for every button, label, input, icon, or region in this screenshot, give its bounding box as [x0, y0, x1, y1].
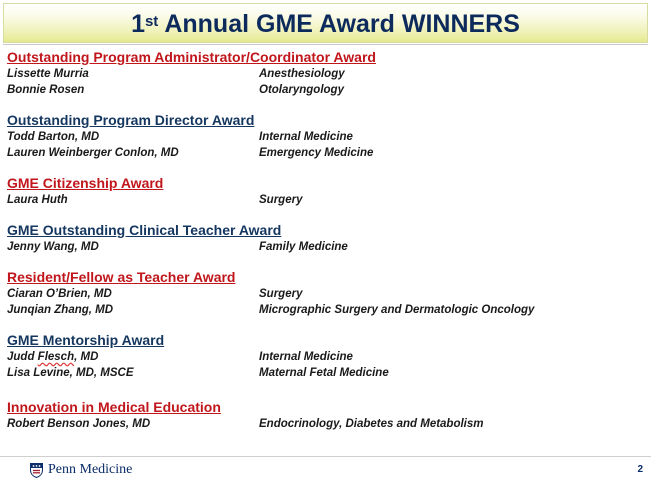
winner-name: Judd Flesch, MD — [7, 351, 99, 363]
award-section — [7, 49, 647, 98]
winner-department: Maternal Fetal Medicine — [259, 367, 389, 379]
awards-list — [7, 49, 647, 446]
winner-row — [7, 82, 647, 98]
winner-name: Laura Huth — [7, 194, 68, 206]
winner-name: Todd Barton, MD — [7, 131, 100, 143]
penn-shield-icon — [30, 463, 43, 478]
winner-name: Ciaran O’Brien, MD — [7, 288, 112, 300]
winner-department: Surgery — [259, 288, 303, 300]
winner-department: Anesthesiology — [259, 68, 345, 80]
award-section — [7, 222, 647, 255]
award-section — [7, 332, 647, 381]
award-section — [7, 112, 647, 161]
winner-row — [7, 192, 647, 208]
award-heading: Innovation in Medical Education — [7, 399, 221, 415]
award-heading: GME Mentorship Award — [7, 332, 165, 348]
winner-name: Lauren Weinberger Conlon, MD — [7, 147, 179, 159]
winner-name: Bonnie Rosen — [7, 84, 85, 96]
winner-row — [7, 365, 647, 381]
award-section — [7, 399, 647, 432]
winner-department: Family Medicine — [259, 241, 348, 253]
winner-name: Lisa Levine, MD, MSCE — [7, 367, 134, 379]
award-section — [7, 269, 647, 318]
winner-row — [7, 145, 647, 161]
winner-row — [7, 302, 647, 318]
winner-department: Otolaryngology — [259, 84, 344, 96]
award-heading: GME Outstanding Clinical Teacher Award — [7, 222, 282, 238]
title-divider — [3, 44, 648, 45]
title-bar — [3, 3, 648, 43]
winner-department: Micrographic Surgery and Dermatologic Oncology — [259, 304, 535, 316]
winner-name: Jenny Wang, MD — [7, 241, 99, 253]
page-number: 2 — [637, 464, 643, 475]
award-heading: Outstanding Program Director Award — [7, 112, 255, 128]
winner-row — [7, 349, 647, 365]
penn-medicine-logo — [30, 462, 132, 478]
winner-row — [7, 416, 647, 432]
award-heading: Resident/Fellow as Teacher Award — [7, 269, 236, 285]
footer-divider — [0, 456, 651, 457]
winner-row — [7, 239, 647, 255]
winner-name: Lissette Murria — [7, 68, 89, 80]
winner-department: Surgery — [259, 194, 303, 206]
winner-department: Internal Medicine — [259, 351, 353, 363]
winner-department: Emergency Medicine — [259, 147, 374, 159]
winner-name: Robert Benson Jones, MD — [7, 418, 151, 430]
award-heading: GME Citizenship Award — [7, 175, 164, 191]
winner-row — [7, 129, 647, 145]
award-heading: Outstanding Program Administrator/Coordinator Award — [7, 49, 376, 65]
slide-title: 1st Annual GME Award WINNERS — [131, 10, 520, 38]
winner-department: Endocrinology, Diabetes and Metabolism — [259, 418, 484, 430]
winner-row — [7, 286, 647, 302]
winner-name: Junqian Zhang, MD — [7, 304, 114, 316]
logo-wordmark: Penn Medicine — [48, 462, 133, 477]
winner-row — [7, 66, 647, 82]
winner-department: Internal Medicine — [259, 131, 353, 143]
award-section — [7, 175, 647, 208]
